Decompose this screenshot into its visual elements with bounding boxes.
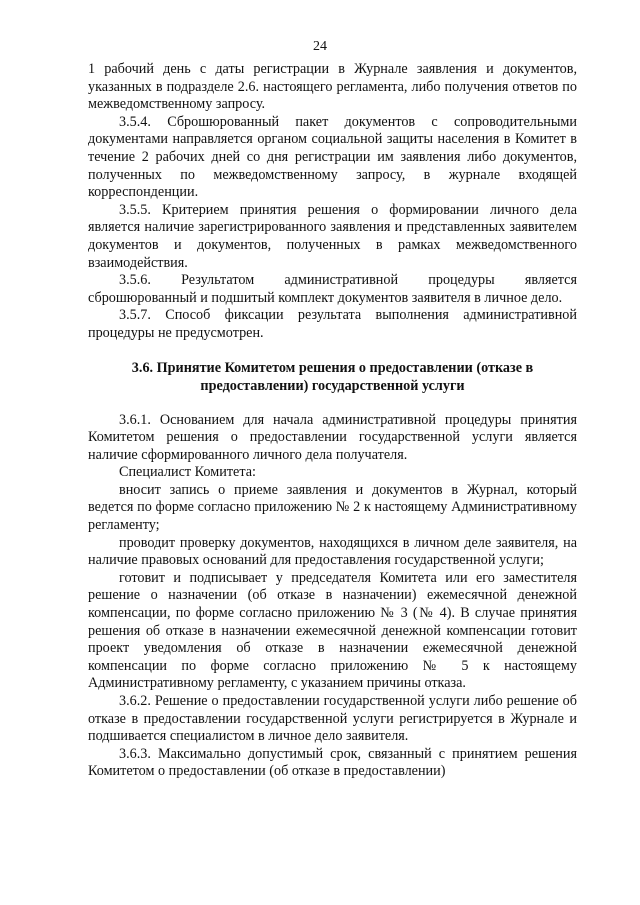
page-number: 24	[313, 39, 327, 54]
list-item: вносит запись о приеме заявления и документов в Журнал, который ведется по форме согласно приложению № 2 к настоящему Административному регламенту;	[88, 481, 577, 534]
paragraph-continuation: 1 рабочий день с даты регистрации в Журнале заявления и документов, указанных в подразделе 2.6. настоящего регламента, либо получения ответов по межведомственному запросу.	[88, 61, 577, 113]
section-heading-3-6: 3.6. Принятие Комитетом решения о предоставлении (отказе в предоставлении) государственной услуги	[131, 359, 534, 394]
paragraph-3-5-4: 3.5.4. Сброшюрованный пакет документов с сопроводительными документами направляется органом социальной защиты населения в Комитет в течение 2 рабочих дней со дня регистрации им заявления либо документов, полученных по межведомственному запросу, в журнале входящей корреспонденции.	[88, 113, 577, 201]
paragraph-3-5-5: 3.5.5. Критерием принятия решения о формировании личного дела является наличие зарегистрированного заявления и представленных заявителем документов и документов, полученных в рамках межведомственного взаимодействия.	[88, 201, 577, 271]
paragraph-3-6-1: 3.6.1. Основанием для начала административной процедуры принятия Комитетом решения о предоставлении государственной услуги является наличие сформированного личного дела получателя.	[88, 411, 577, 463]
paragraph-3-5-7: 3.5.7. Способ фиксации результата выполнения административной процедуры не предусмотрен.	[88, 307, 577, 341]
paragraph-3-6-3: 3.6.3. Максимально допустимый срок, связанный с принятием решения Комитетом о предоставлении (об отказе в предоставлении)	[88, 745, 577, 780]
paragraph-3-5-6: 3.5.6. Результатом административной процедуры является сброшюрованный и подшитый комплект документов заявителя в личное дело.	[88, 272, 577, 306]
paragraph-3-6-2: 3.6.2. Решение о предоставлении государственной услуги либо решение об отказе в предоставлении государственной услуги регистрируется в Журнале и подшивается специалистом в личное дело заявителя.	[88, 693, 577, 745]
list-item: проводит проверку документов, находящихся в личном деле заявителя, на наличие правовых оснований для предоставления государственной услуги;	[88, 534, 577, 569]
page-content	[88, 61, 577, 781]
specialist-label: Специалист Комитета:	[119, 464, 256, 481]
list-item: готовит и подписывает у председателя Комитета или его заместителя решение о назначении (об отказе в назначении) ежемесячной денежной компенсации, по форме согласно приложению № 3 (№ 4). В случае принятия решения об отказе в назначении ежемесячной денежной компенсации готовит проект уведомления об отказе в назначении ежемесячной денежной компенсации по форме согласно приложению № 5 к настоящему Административному регламенту, с указанием причины отказа.	[88, 569, 577, 692]
